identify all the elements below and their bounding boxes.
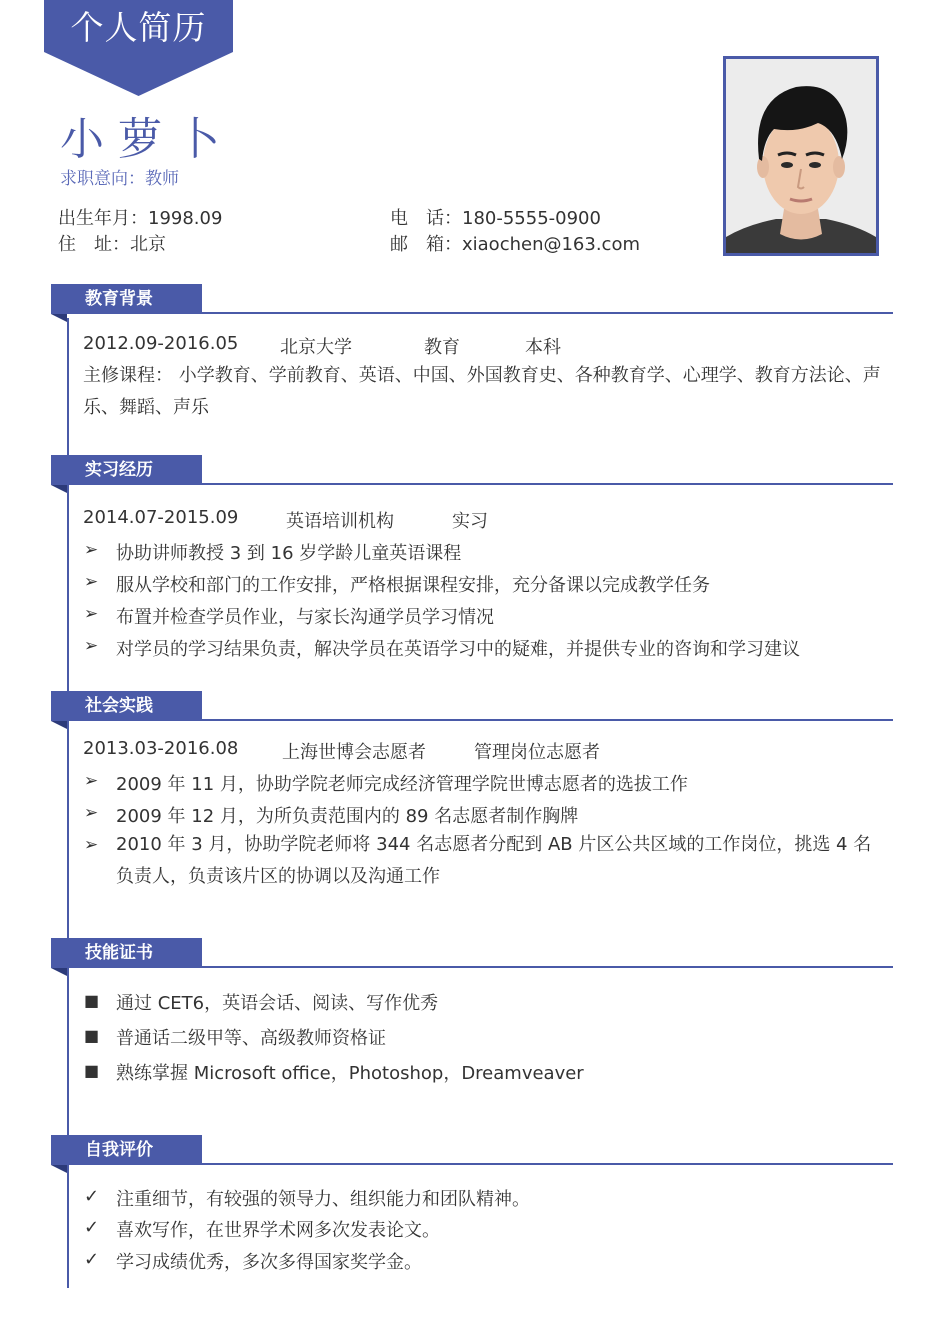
internship-item: 协助讲师教授 3 到 16 岁学龄儿童英语课程: [116, 543, 462, 564]
skill-item: 通过 CET6，英语会话、阅读、写作优秀: [116, 993, 439, 1014]
title-banner: [44, 0, 233, 96]
internship-item: 服从学校和部门的工作安排，严格根据课程安排，充分备课以完成教学任务: [116, 575, 710, 596]
person-name: 小萝卜: [60, 114, 234, 165]
practice-role: 管理岗位志愿者: [474, 742, 600, 763]
section-fold: [51, 721, 67, 729]
section-fold: [51, 314, 67, 322]
section-divider: [202, 1163, 893, 1165]
arrow-bullet-icon: ➢: [84, 604, 99, 624]
section-header-practice: [51, 691, 893, 725]
arrow-bullet-icon: ➢: [84, 771, 99, 791]
banner-title: 个人简历: [70, 8, 207, 47]
self-eval-item: 喜欢写作，在世界学术网多次发表论文。: [116, 1220, 440, 1241]
internship-item: 布置并检查学员作业，与家长沟通学员学习情况: [116, 607, 494, 628]
self-eval-item: 学习成绩优秀，多次多得国家奖学金。: [116, 1252, 422, 1273]
section-divider: [202, 719, 893, 721]
section-fold: [51, 968, 67, 976]
section-divider: [202, 966, 893, 968]
arrow-bullet-icon: ➢: [84, 835, 99, 855]
section-divider: [202, 483, 893, 485]
phone: 电 话：180-5555-0900: [390, 208, 601, 229]
job-intent: 求职意向：教师: [60, 169, 179, 189]
section-fold: [51, 1165, 67, 1173]
section-title: 自我评价: [51, 1135, 202, 1165]
skill-item: 熟练掌握 Microsoft office，Photoshop，Dreamveaver: [116, 1063, 584, 1084]
section-title: 技能证书: [51, 938, 202, 968]
section-title: 实习经历: [51, 455, 202, 485]
arrow-bullet-icon: ➢: [84, 540, 99, 560]
section-divider: [202, 312, 893, 314]
person-photo-icon: [726, 59, 876, 253]
arrow-bullet-icon: ➢: [84, 803, 99, 823]
education-school: 北京大学: [280, 337, 352, 358]
arrow-bullet-icon: ➢: [84, 572, 99, 592]
email: 邮 箱：xiaochen@163.com: [390, 234, 641, 255]
arrow-bullet-icon: ➢: [84, 636, 99, 656]
square-bullet-icon: ■: [84, 1026, 100, 1045]
education-degree: 本科: [525, 337, 561, 358]
internship-role: 实习: [452, 511, 488, 532]
self-eval-item: 注重细节，有较强的领导力、组织能力和团队精神。: [116, 1189, 530, 1210]
square-bullet-icon: ■: [84, 1061, 100, 1080]
section-header-internship: [51, 455, 893, 489]
practice-org: 上海世博会志愿者: [282, 742, 426, 763]
practice-item: 2010 年 3 月，协助学院老师将 344 名志愿者分配到 AB 片区公共区域的工作岗位，挑选 4 名负责人，负责该片区的协调以及沟通工作: [116, 834, 872, 887]
education-period: 2012.09-2016.05: [83, 333, 239, 354]
practice-item: 2009 年 11 月，协助学院老师完成经济管理学院世博志愿者的选拔工作: [116, 774, 688, 795]
address: 住 址：北京: [58, 234, 166, 255]
internship-item: 对学员的学习结果负责，解决学员在英语学习中的疑难，并提供专业的咨询和学习建议: [116, 639, 800, 660]
section-title: 社会实践: [51, 691, 202, 721]
section-header-self-eval: [51, 1135, 893, 1169]
check-bullet-icon: ✓: [84, 1217, 100, 1238]
check-bullet-icon: ✓: [84, 1186, 100, 1207]
education-major: 教育: [424, 337, 460, 358]
square-bullet-icon: ■: [84, 991, 100, 1010]
education-courses: 主修课程： 小学教育、学前教育、英语、中国、外国教育史、各种教育学、心理学、教育方法论、声乐、舞蹈、声乐: [83, 365, 881, 418]
section-header-skills: [51, 938, 893, 972]
birth-date: 出生年月：1998.09: [58, 208, 223, 229]
internship-period: 2014.07-2015.09: [83, 507, 239, 528]
section-fold: [51, 485, 67, 493]
skill-item: 普通话二级甲等、高级教师资格证: [116, 1028, 386, 1049]
section-title: 教育背景: [51, 284, 202, 314]
practice-item: 2009 年 12 月，为所负责范围内的 89 名志愿者制作胸牌: [116, 806, 579, 827]
practice-period: 2013.03-2016.08: [83, 738, 239, 759]
profile-photo: [723, 56, 879, 256]
section-header-education: [51, 284, 893, 318]
check-bullet-icon: ✓: [84, 1249, 100, 1270]
internship-org: 英语培训机构: [286, 511, 394, 532]
